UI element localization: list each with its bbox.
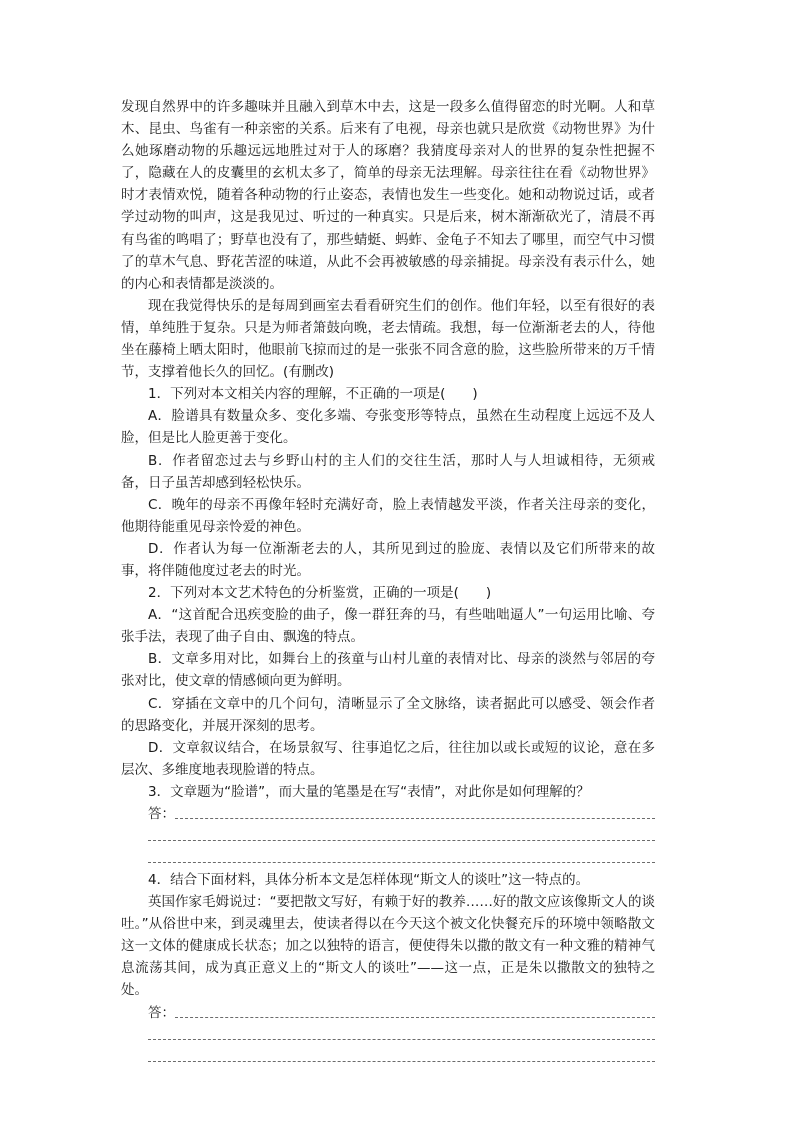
- question-3-answer-line-2[interactable]: [148, 825, 655, 847]
- answer-rule: [148, 862, 655, 863]
- answer-rule: [175, 818, 655, 819]
- question-1-option-b: B．作者留恋过去与乡野山村的主人们的交往生活，那时人与人坦诚相待，无须戒备，日子虽苦却感到轻松快乐。: [121, 452, 655, 491]
- question-4-material: 英国作家毛姆说过：“要把散文写好，有赖于好的教养……好的散文应该像斯文人的谈吐。”从俗世中来，到灵魂里去，使读者得以在今天这个被文化快餐充斥的环境中领略散文这一文体的健康成长状态；加之以独特的语言，便使得朱以撒的散文有一种文雅的精神气息流荡其间，成为真正意义上的“斯文人的谈吐”——这一点，正是朱以撒散文的独特之处。: [121, 894, 655, 999]
- answer-rule: [148, 1039, 655, 1040]
- question-3-stem: 3．文章题为“脸谱”，而大量的笔墨是在写“表情”，对此你是如何理解的？: [148, 783, 590, 800]
- question-4-answer-line-1[interactable]: [148, 1002, 655, 1024]
- answer-rule: [175, 1017, 655, 1018]
- question-1-option-d: D．作者认为每一位渐渐老去的人，其所见到过的脸庞、表情以及它们所带来的故事，将伴随他度过老去的时光。: [121, 540, 655, 579]
- answer-label: 答：: [148, 1004, 175, 1021]
- question-1-option-c: C．晚年的母亲不再像年轻时充满好奇，脸上表情越发平淡，作者关注母亲的变化，他期待能重见母亲怜爱的神色。: [121, 496, 655, 535]
- question-2-option-b: B．文章多用对比，如舞台上的孩童与山村儿童的表情对比、母亲的淡然与邻居的夸张对比，使文章的情感倾向更为鲜明。: [121, 651, 655, 690]
- question-3-answer-line-1[interactable]: [148, 803, 655, 825]
- question-4-answer-line-2[interactable]: [148, 1024, 655, 1046]
- question-2-option-d: D．文章叙议结合，在场景叙写、往事追忆之后，往往加以或长或短的议论，意在多层次、多维度地表现脸谱的特点。: [121, 739, 655, 778]
- question-2-stem: 2．下列对本文艺术特色的分析鉴赏，正确的一项是( ): [148, 585, 492, 602]
- answer-rule: [148, 1061, 655, 1062]
- question-1-stem: 1．下列对本文相关内容的理解，不正确的一项是( ): [148, 386, 478, 403]
- question-4-stem: 4．结合下面材料，具体分析本文是怎样体现“斯文人的谈吐”这一特点的。: [148, 872, 590, 888]
- question-3-answer-line-3[interactable]: [148, 847, 655, 869]
- question-4-answer-line-3[interactable]: [148, 1046, 655, 1068]
- answer-rule: [148, 840, 655, 841]
- question-1-option-a: A．脸谱具有数量众多、变化多端、夸张变形等特点，虽然在生动程度上远远不及人脸，但是比人脸更善于变化。: [121, 408, 655, 447]
- document-page: [121, 96, 655, 1068]
- question-2-option-a: A．“这首配合迅疾变脸的曲子，像一群狂奔的马，有些咄咄逼人”一句运用比喻、夸张手法，表现了曲子自由、飘逸的特点。: [121, 607, 655, 646]
- question-2-option-c: C．穿插在文章中的几个问句，清晰显示了全文脉络，读者据此可以感受、领会作者的思路变化，并展开深刻的思考。: [121, 695, 655, 734]
- answer-label: 答：: [148, 806, 175, 822]
- passage-paragraph-1: 发现自然界中的许多趣味并且融入到草木中去，这是一段多么值得留恋的时光啊。人和草木、昆虫、鸟雀有一种亲密的关系。后来有了电视，母亲也就只是欣赏《动物世界》为什么她琢磨动物的乐趣远远地胜过对于人的琢磨？我猜度母亲对人的世界的复杂性把握不了，隐藏在人的皮囊里的玄机太多了，简单的母亲无法理解。母亲往往在看《动物世界》时才表情欢悦，随着各种动物的行止姿态，表情也发生一些变化。她和动物说过话，或者学过动物的叫声，这是我见过、听过的一种真实。只是后来，树木渐渐砍光了，清晨不再有鸟雀的鸣唱了；野草也没有了，那些蜻蜓、蚂蚱、金龟子不知去了哪里，而空气中习惯了的草木气息、野花苦涩的味道，从此不会再被敏感的母亲捕捉。母亲没有表示什么，她的内心和表情都是淡淡的。: [121, 99, 655, 292]
- passage-paragraph-2: 现在我觉得快乐的是每周到画室去看看研究生们的创作。他们年轻，以至有很好的表情，单纯胜于复杂。只是为师者箫鼓向晚，老去情疏。我想，每一位渐渐老去的人，待他坐在藤椅上晒太阳时，他眼前飞掠而过的是一张张不同含意的脸，这些脸所带来的万千情节，支撑着他长久的回忆。(有删改): [121, 297, 655, 381]
